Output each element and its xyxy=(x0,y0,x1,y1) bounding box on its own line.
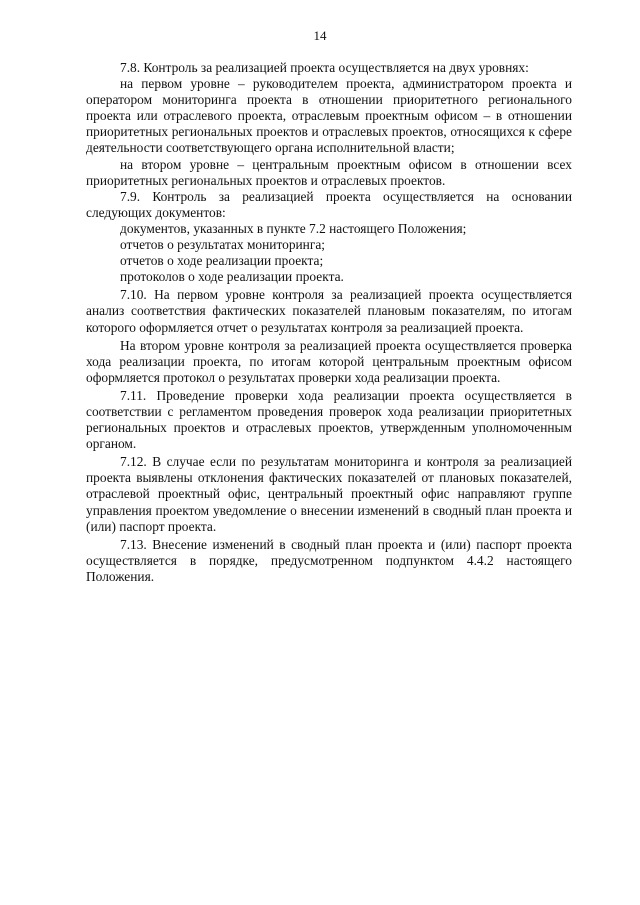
page-number: 14 xyxy=(313,28,327,43)
paragraph-7-10: 7.10. На первом уровне контроля за реализацией проекта осуществляется анализ соответствия фактических показателей плановым показателям, по итогам которого оформляется отчет о результатах контроля за реализацией проекта. xyxy=(86,287,572,335)
list-item-monitoring-reports: отчетов о результатах мониторинга; xyxy=(120,237,325,253)
list-item-documents: документов, указанных в пункте 7.2 настоящего Положения; xyxy=(120,220,467,236)
paragraph-7-12: 7.12. В случае если по результатам мониторинга и контроля за реализацией проекта выявлены отклонения фактических показателей от плановых показателей, отраслевой проектный офис, центральный проектный офис направляют группе управления проектом уведомление о внесении изменений в сводный план проекта и (или) паспорт проекта. xyxy=(86,454,572,534)
list-item-protocols: протоколов о ходе реализации проекта. xyxy=(120,269,344,285)
paragraph-first-level: на первом уровне – руководителем проекта, администратором проекта и оператором мониторинга проекта в отношении приоритетного регионального проекта или отраслевого проекта, отраслевым проектным офисом – в отношении приоритетных региональных проектов и отраслевых проектов, относящихся к сфере деятельности соответствующего органа исполнительной власти; xyxy=(86,76,572,156)
paragraph-7-8: 7.8. Контроль за реализацией проекта осуществляется на двух уровнях: xyxy=(120,60,529,75)
paragraph-second-level-check: На втором уровне контроля за реализацией проекта осуществляется проверка хода реализации проекта, по итогам которой центральным проектным офисом оформляется протокол о результатах проверки хода реализации проекта. xyxy=(86,337,572,385)
document-body xyxy=(86,60,572,585)
paragraph-7-9: 7.9. Контроль за реализацией проекта осуществляется на основании следующих документов: xyxy=(86,188,572,220)
paragraph-7-13: 7.13. Внесение изменений в сводный план проекта и (или) паспорт проекта осуществляется в порядке, предусмотренном подпунктом 4.4.2 настоящего Положения. xyxy=(86,536,572,584)
paragraph-7-11: 7.11. Проведение проверки хода реализации проекта осуществляется в соответствии с регламентом проведения проверок хода реализации приоритетных региональных проектов и отраслевых проектов, утвержденным уполномоченным органом. xyxy=(86,387,572,452)
paragraph-second-level: на втором уровне – центральным проектным офисом в отношении всех приоритетных региональных проектов и отраслевых проектов. xyxy=(86,156,572,188)
list-item-progress-reports: отчетов о ходе реализации проекта; xyxy=(120,253,324,269)
